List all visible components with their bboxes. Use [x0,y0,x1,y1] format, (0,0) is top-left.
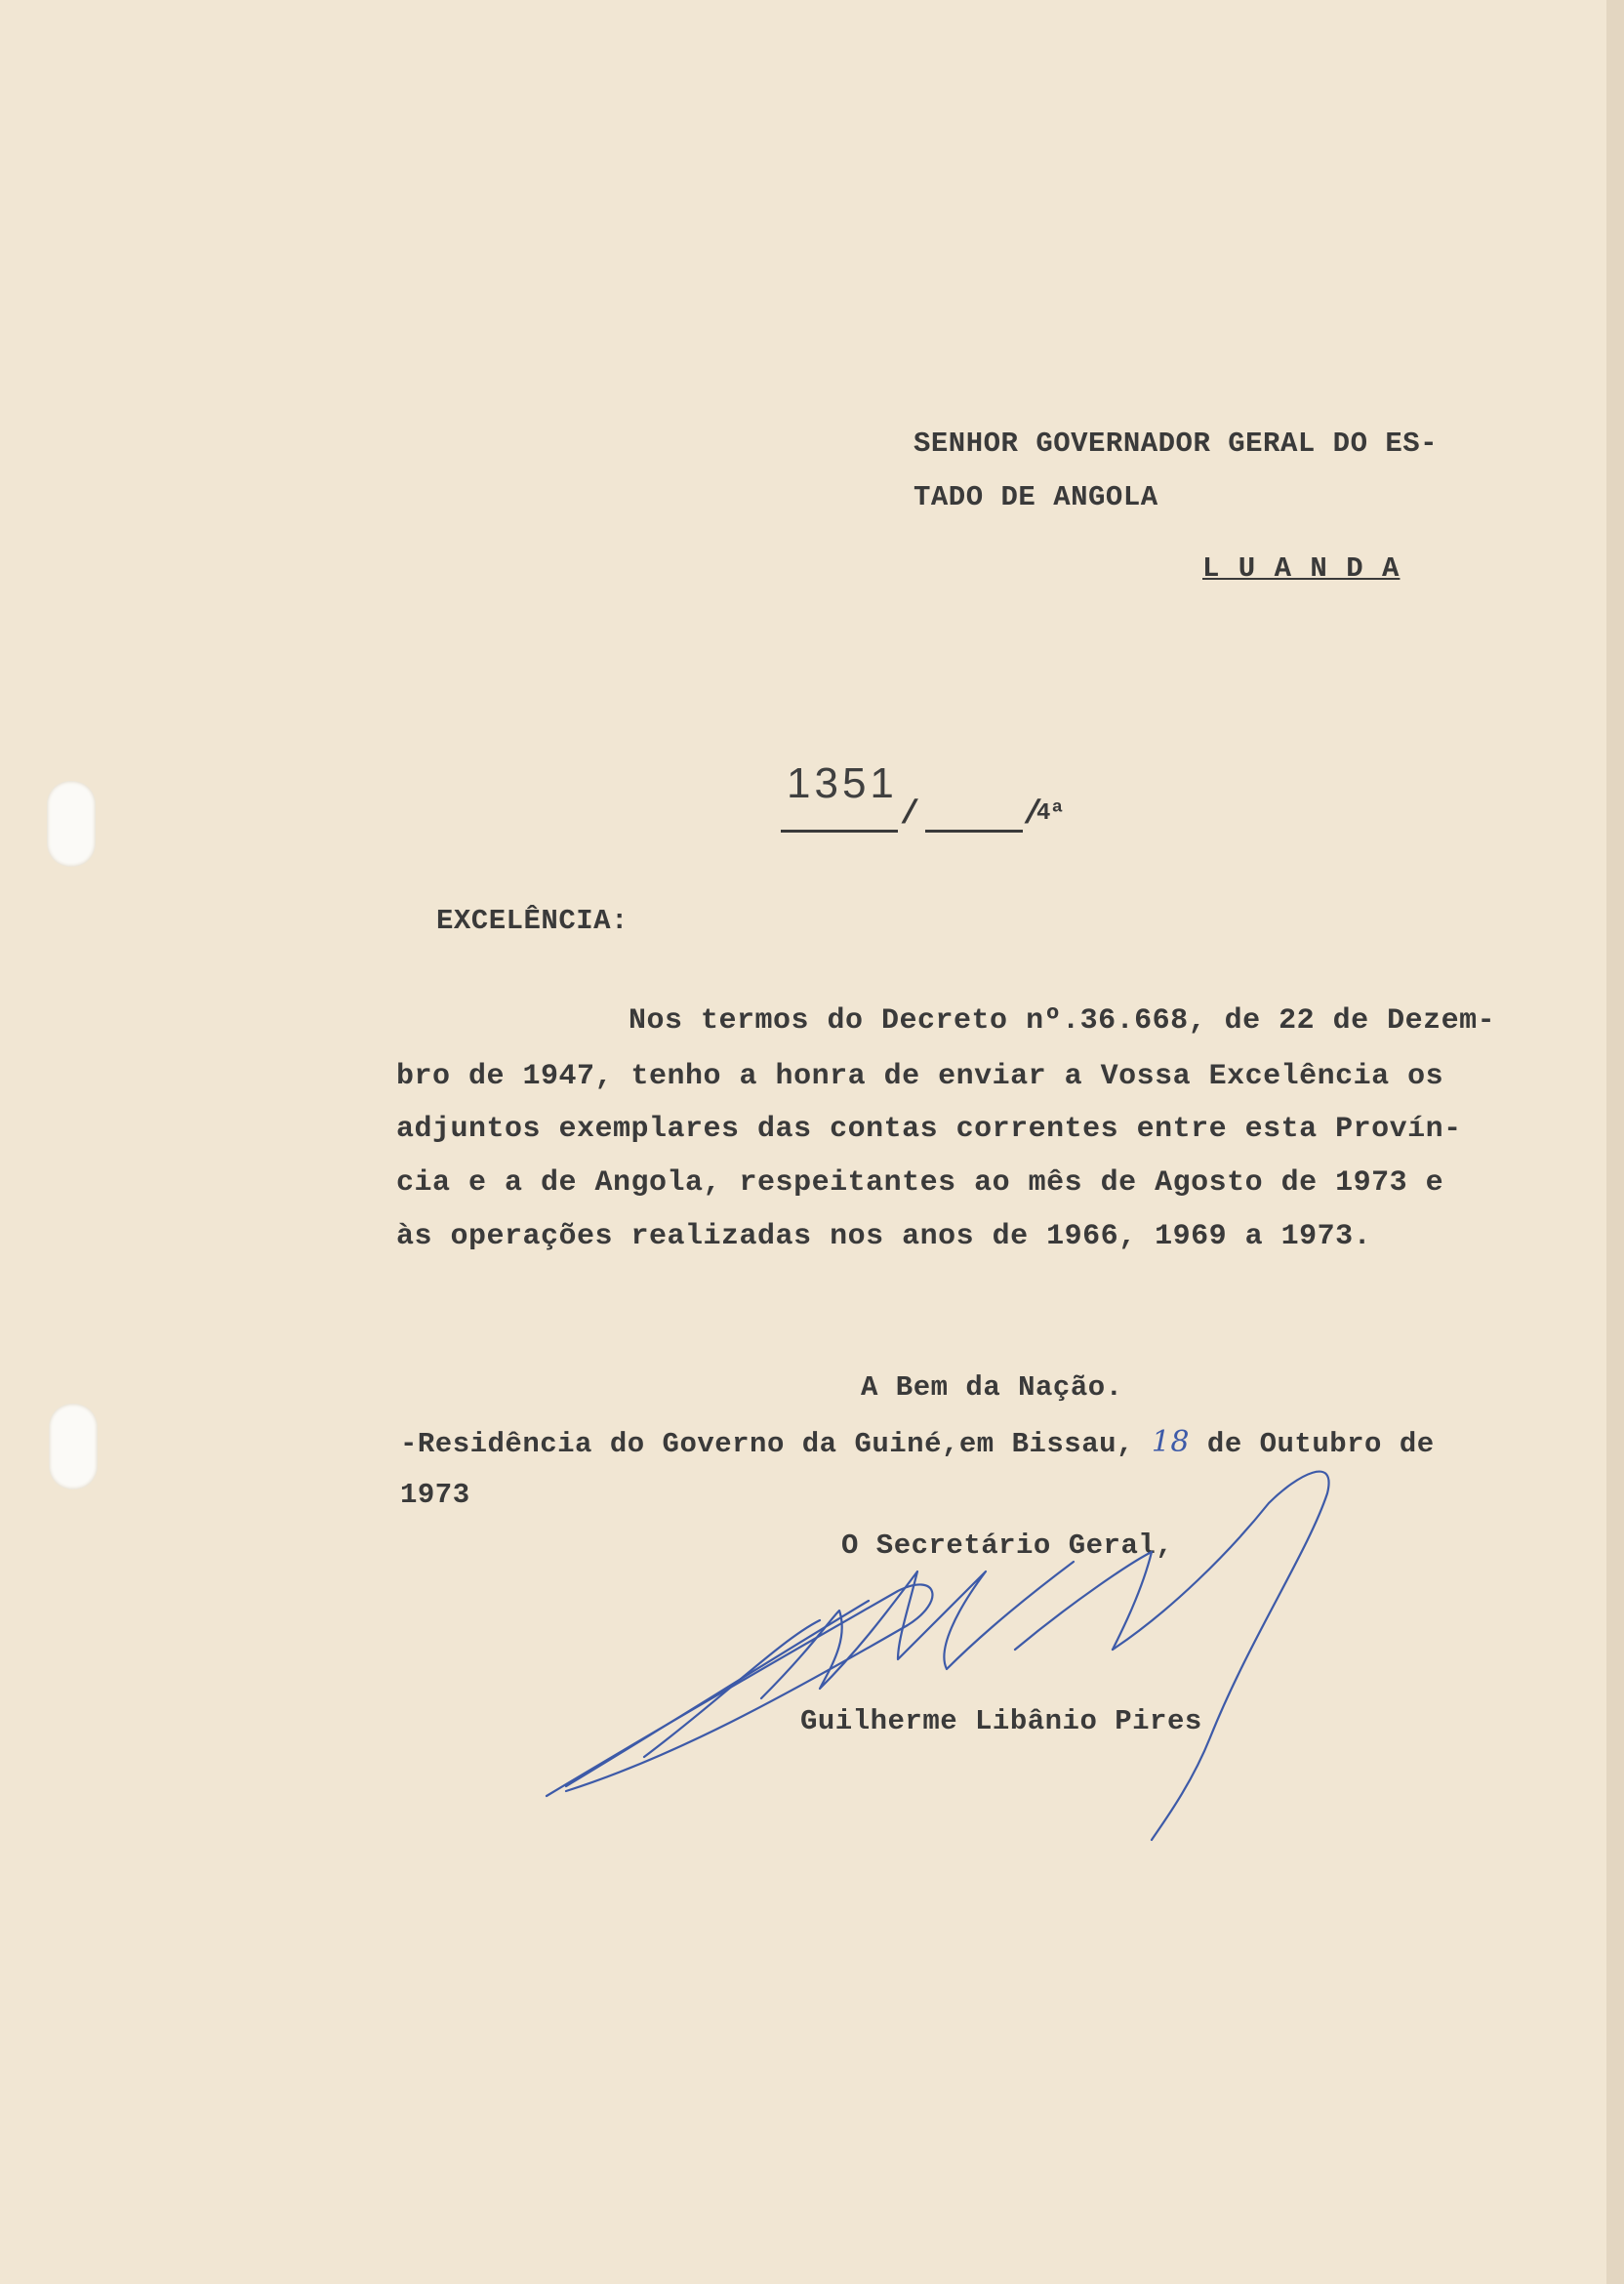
addressee-line-1: SENHOR GOVERNADOR GERAL DO ES- [914,428,1439,460]
closing-place-suffix: de Outubro de [1190,1428,1435,1460]
page-edge [1606,0,1624,2284]
closing-year: 1973 [400,1479,470,1511]
closing-place-prefix: -Residência do Governo da Guiné,em Bissau, [400,1428,1152,1460]
closing-motto: A Bem da Nação. [861,1371,1123,1404]
signer-title: O Secretário Geral, [841,1529,1174,1562]
reference-suffix: 4ª [1036,800,1065,827]
reference-slash-1: / [900,796,920,834]
punch-hole-bottom [49,1404,98,1489]
body-line: Nos termos do Decreto nº.36.668, de 22 de Dezem- [629,1004,1496,1038]
body-line: às operações realizadas nos anos de 1966, 1969 a 1973. [396,1220,1372,1253]
body-line: adjuntos exemplares das contas correntes entre esta Provín- [396,1113,1462,1146]
body-line: bro de 1947, tenho a honra de enviar a Vossa Excelência os [396,1060,1444,1093]
signer-name: Guilherme Libânio Pires [800,1705,1202,1737]
punch-hole-top [47,781,96,867]
handwritten-signature [527,1454,1366,1845]
salutation: EXCELÊNCIA: [436,905,629,937]
reference-blank-2 [925,830,1023,833]
reference-block [781,759,1093,837]
reference-number: 1351 [787,759,898,807]
addressee-city: L U A N D A [1202,552,1401,585]
addressee-line-2: TADO DE ANGOLA [914,481,1158,513]
body-line: cia e a de Angola, respeitantes ao mês de Agosto de 1973 e [396,1166,1444,1200]
reference-slash-2: / [1023,796,1043,834]
handwritten-day: 18 [1151,1425,1191,1459]
reference-blank-1 [781,830,898,833]
